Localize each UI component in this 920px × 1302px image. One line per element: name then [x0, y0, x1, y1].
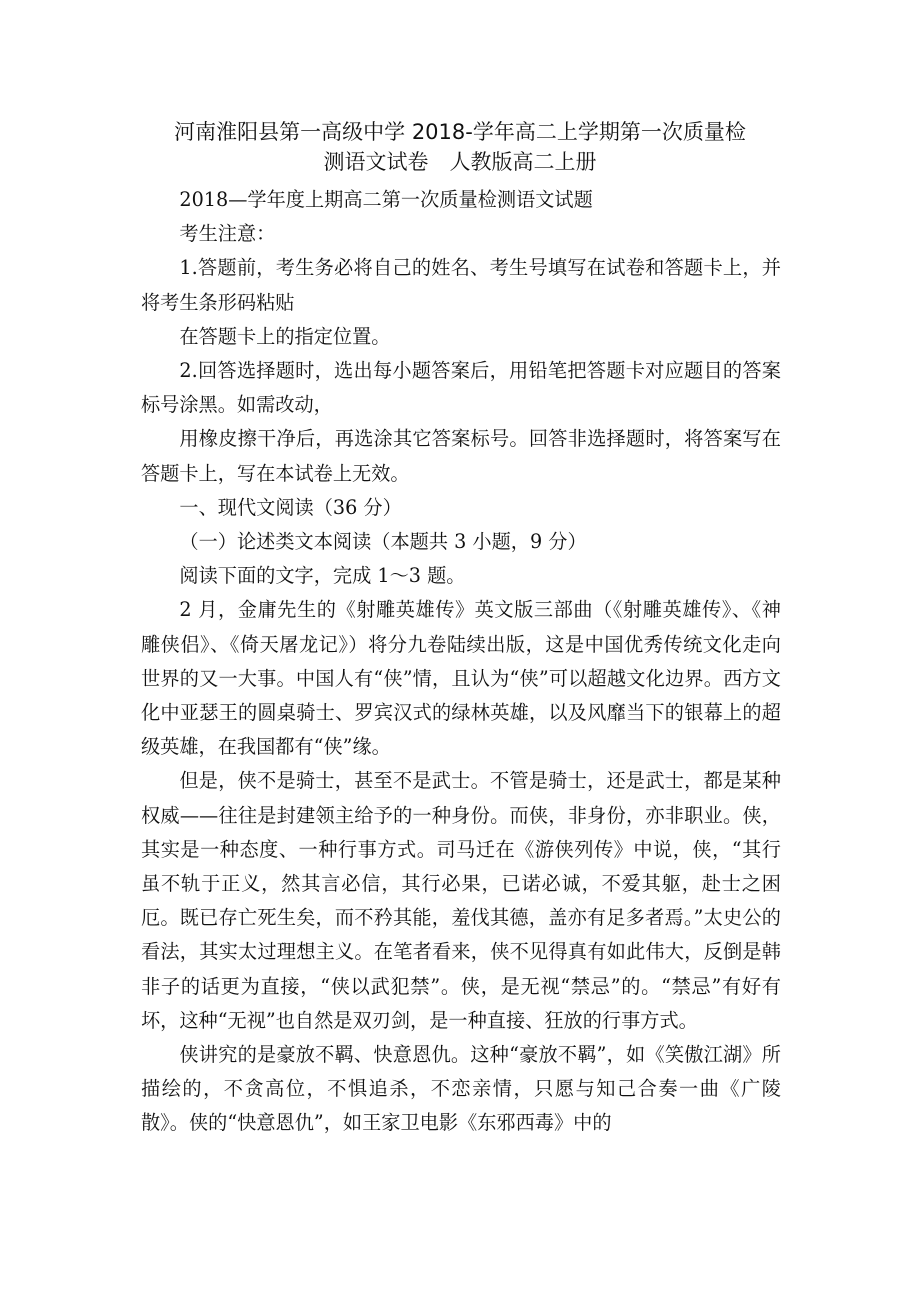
section-heading: 一、现代文阅读（36 分）	[179, 495, 402, 519]
exam-heading: 2018—学年度上期高二第一次质量检测语文试题	[179, 188, 593, 211]
document-body	[141, 183, 781, 1141]
document-title	[140, 117, 780, 177]
instruction: 阅读下面的文字，完成 1～3 题。	[179, 564, 466, 588]
paragraph: 1.答题前，考生务必将自己的姓名、考生号填写在试卷和答题卡上，并将考生条形码粘贴	[141, 256, 781, 314]
paragraph: 2.回答选择题时，选出每小题答案后，用铅笔把答题卡对应题目的答案标号涂黑。如需改动，	[141, 359, 781, 417]
paragraph: 侠讲究的是豪放不羁、快意恩仇。这种“豪放不羁”，如《笑傲江湖》所描绘的，不贪高位，不惧追杀，不恋亲情，只愿与知己合奏一曲《广陵散》。侠的“快意恩仇”，如王家卫电影《东邪西毒》中的	[141, 1043, 781, 1135]
paragraph: 但是，侠不是骑士，甚至不是武士。不管是骑士，还是武士，都是某种权威——往往是封建领主给予的一种身份。而侠，非身份，亦非职业。侠，其实是一种态度、一种行事方式。司马迁在《游侠列传》中说，侠，“其行虽不轨于正义，然其言必信，其行必果，已诺必诚，不爱其躯，赴士之困厄。既已存亡死生矣，而不矜其能，羞伐其德，盖亦有足多者焉。”太史公的看法，其实太过理想主义。在笔者看来，侠不见得真有如此伟大，反倒是韩非子的话更为直接，“侠以武犯禁”。侠，是无视“禁忌”的。“禁忌”有好有坏，这种“无视”也自然是双刃剑，是一种直接、狂放的行事方式。	[141, 769, 781, 1032]
title-line-1: 河南淮阳县第一高级中学 2018-学年高二上学期第一次质量检	[174, 120, 746, 144]
paragraph: 用橡皮擦干净后，再选涂其它答案标号。回答非选择题时，将答案写在答题卡上，写在本试卷上无效。	[141, 427, 781, 485]
paragraph: 2 月，金庸先生的《射雕英雄传》英文版三部曲（《射雕英雄传》、《神雕侠侣》、《倚天屠龙记》）将分九卷陆续出版，这是中国优秀传统文化走向世界的又一大事。中国人有“侠”情，且认为“侠”可以超越文化边界。西方文化中亚瑟王的圆桌骑士、罗宾汉式的绿林英雄，以及风靡当下的银幕上的超级英雄，在我国都有“侠”缘。	[141, 598, 781, 759]
subsection-heading: （一）论述类文本阅读（本题共 3 小题，9 分）	[179, 530, 587, 554]
notice-heading: 考生注意：	[179, 222, 276, 246]
paragraph: 在答题卡上的指定位置。	[179, 324, 391, 348]
title-line-2: 测语文试卷 人教版高二上册	[323, 150, 597, 174]
